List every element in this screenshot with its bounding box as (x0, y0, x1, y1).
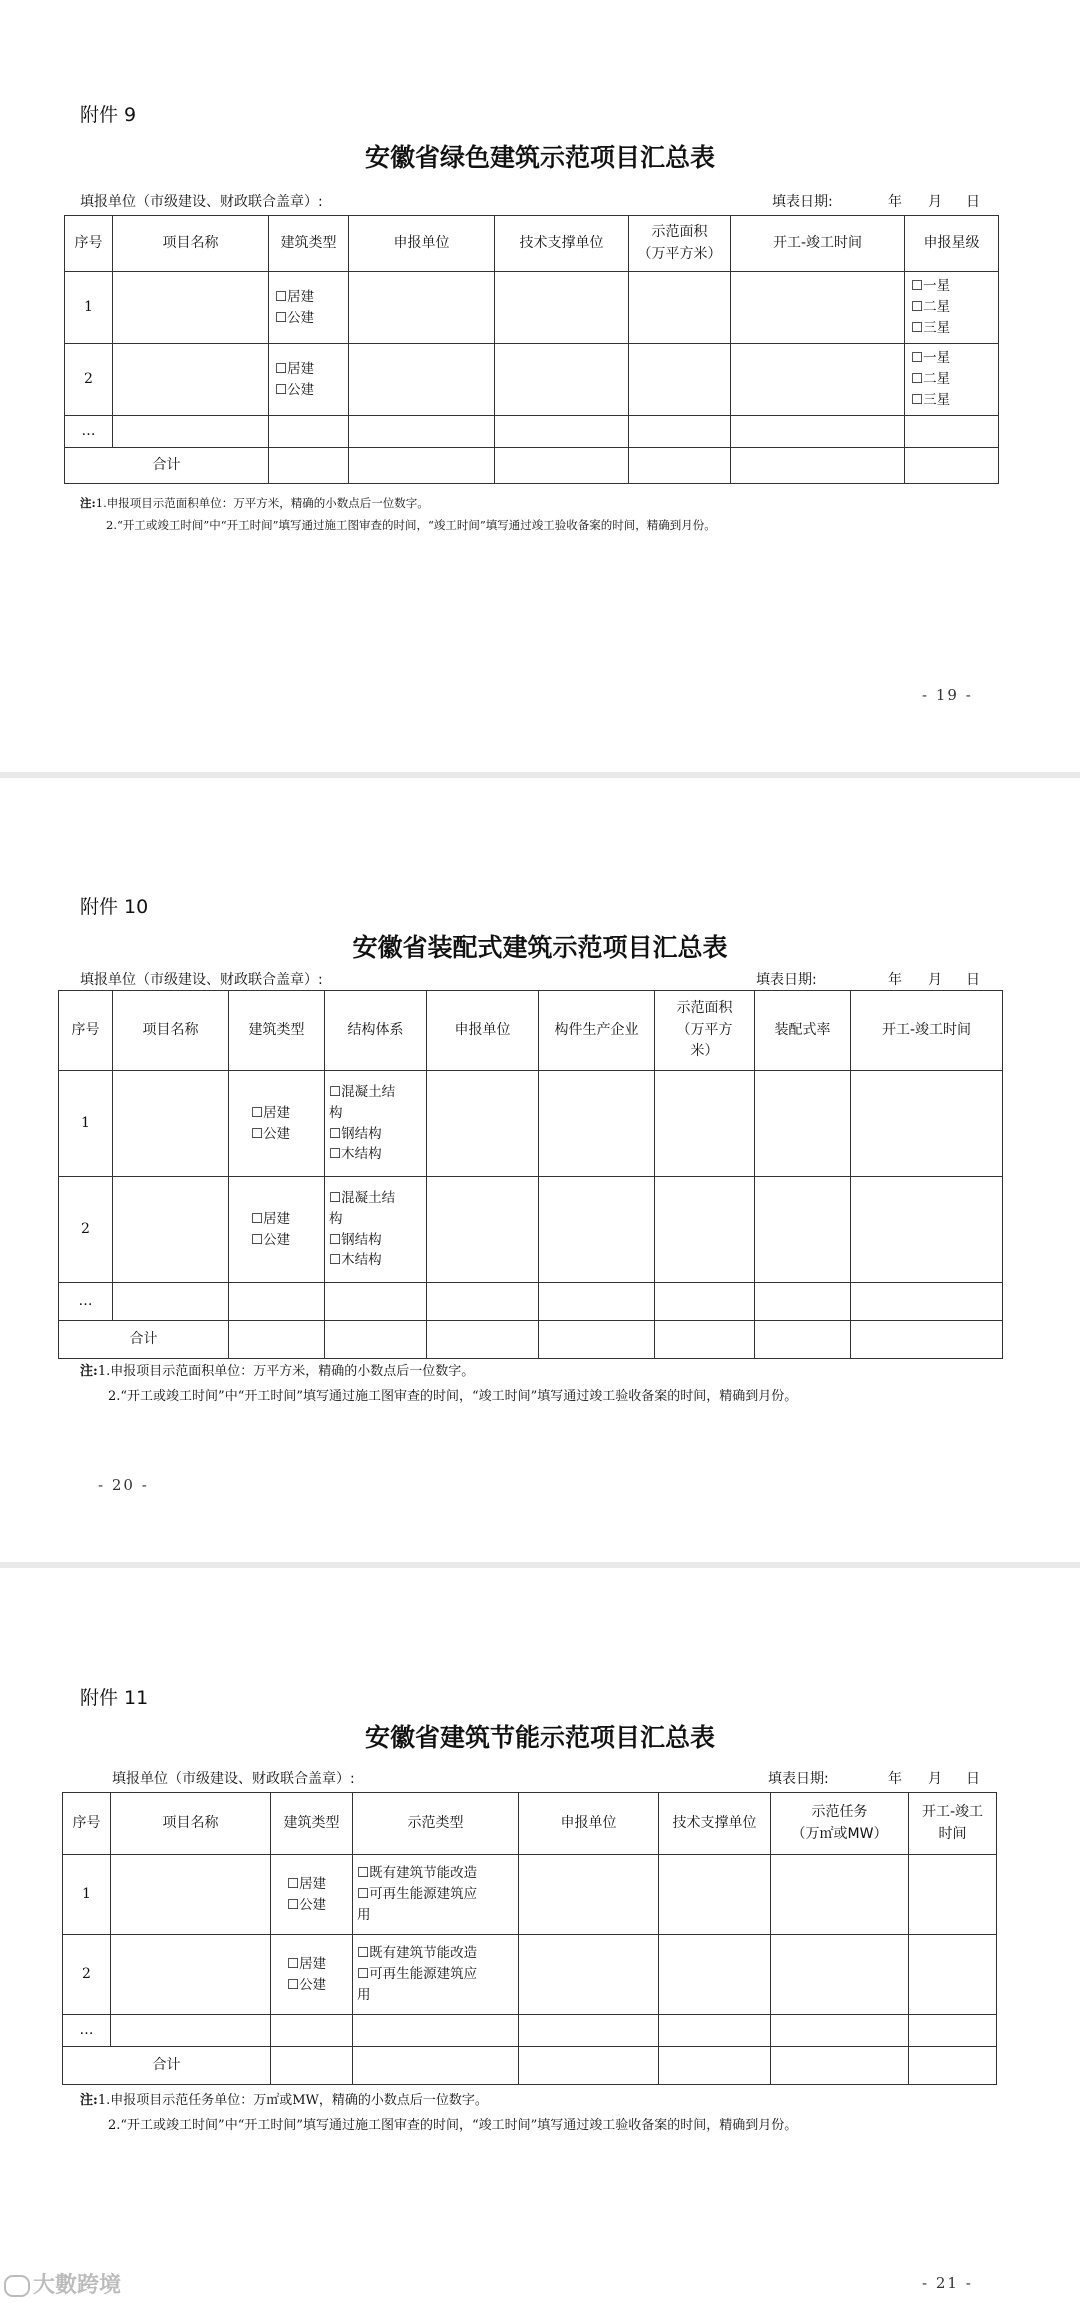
task-cell[interactable] (771, 2015, 909, 2047)
note-label: 注: (80, 496, 96, 510)
building-type-options[interactable]: ☐居建 ☐公建 (271, 1935, 353, 2015)
annex-label: 附件 10 (80, 896, 149, 918)
date-month: 月 (928, 194, 942, 210)
total-cell[interactable] (755, 1321, 851, 1359)
period-cell[interactable] (909, 2015, 997, 2047)
table-row (65, 272, 999, 344)
col-header: 示范任务 （万㎡或MW） (771, 1793, 909, 1855)
area-cell[interactable] (629, 416, 731, 448)
applicant-cell[interactable] (427, 1071, 539, 1177)
building-type-cell[interactable] (271, 2015, 353, 2047)
col-header: 技术支撑单位 (495, 216, 629, 272)
project-name-cell[interactable] (113, 1177, 229, 1283)
total-cell[interactable] (495, 448, 629, 484)
notes (80, 1359, 1000, 1410)
page-number: - 20 - (98, 1476, 149, 1494)
tech-support-cell[interactable] (659, 1855, 771, 1935)
row-number: 2 (63, 1935, 111, 2015)
table-row (59, 1071, 1003, 1177)
total-cell[interactable] (427, 1321, 539, 1359)
star-level-cell[interactable] (905, 416, 999, 448)
task-cell[interactable] (771, 1935, 909, 2015)
project-name-cell[interactable] (111, 1855, 271, 1935)
manufacturer-cell[interactable] (539, 1177, 655, 1283)
col-header: 技术支撑单位 (659, 1793, 771, 1855)
structure-cell[interactable] (325, 1283, 427, 1321)
col-header: 申报星级 (905, 216, 999, 272)
row-number: 1 (63, 1855, 111, 1935)
col-header: 开工-竣工 时间 (909, 1793, 997, 1855)
summary-table (62, 1792, 997, 2085)
note-1: 1.申报项目示范面积单位：万平方米，精确的小数点后一位数字。 (97, 1364, 475, 1379)
area-cell[interactable] (629, 344, 731, 416)
col-header: 序号 (59, 991, 113, 1071)
fill-date-label: 填表日期: (772, 194, 833, 210)
tech-support-cell[interactable] (495, 344, 629, 416)
tech-support-cell[interactable] (495, 416, 629, 448)
row-number: … (65, 416, 113, 448)
building-type-options[interactable]: ☐居建 ☐公建 (229, 1177, 325, 1283)
col-header: 建筑类型 (269, 216, 349, 272)
note-2: 2.“开工或竣工时间”中“开工时间”填写通过施工图审查的时间，“竣工时间”填写通过竣工验收备案的时间，精确到月份。 (106, 518, 716, 533)
prefab-rate-cell[interactable] (755, 1177, 851, 1283)
building-type-cell[interactable] (269, 416, 349, 448)
tech-support-cell[interactable] (659, 1935, 771, 2015)
structure-options[interactable]: ☐混凝土结 构 ☐钢结构 ☐木结构 (325, 1071, 427, 1177)
total-label: 合计 (65, 448, 269, 484)
project-name-cell[interactable] (113, 1283, 229, 1321)
note-label: 注: (80, 2093, 98, 2108)
note-2: 2.“开工或竣工时间”中“开工时间”填写通过施工图审查的时间，“竣工时间”填写通过竣工验收备案的时间，精确到月份。 (108, 2118, 798, 2134)
fill-date-label: 填表日期: (756, 972, 817, 988)
note-2: 2.“开工或竣工时间”中“开工时间”填写通过施工图审查的时间，“竣工时间”填写通过竣工验收备案的时间，精确到月份。 (108, 1389, 798, 1405)
col-header: 项目名称 (113, 991, 229, 1071)
applicant-cell[interactable] (349, 344, 495, 416)
tech-support-cell[interactable] (659, 2015, 771, 2047)
col-header: 示范面积 （万平方 米） (655, 991, 755, 1071)
period-cell[interactable] (909, 1855, 997, 1935)
applicant-cell[interactable] (349, 272, 495, 344)
star-level-options[interactable]: ☐一星 ☐二星 ☐三星 (905, 272, 999, 344)
col-header: 建筑类型 (271, 1793, 353, 1855)
watermark-text: 大數跨境 (33, 2273, 122, 2298)
period-cell[interactable] (731, 344, 905, 416)
col-header: 申报单位 (519, 1793, 659, 1855)
total-cell[interactable] (851, 1321, 1003, 1359)
fill-date-label: 填表日期: (768, 1771, 829, 1787)
date-year: 年 (888, 194, 902, 210)
col-header: 开工-竣工时间 (851, 991, 1003, 1071)
date-year: 年 (888, 972, 902, 988)
building-type-options[interactable]: ☐居建 ☐公建 (271, 1855, 353, 1935)
col-header: 申报单位 (349, 216, 495, 272)
col-header: 项目名称 (113, 216, 269, 272)
project-name-cell[interactable] (111, 1935, 271, 2015)
col-header: 申报单位 (427, 991, 539, 1071)
demo-type-cell[interactable] (353, 2015, 519, 2047)
page-title: 安徽省建筑节能示范项目汇总表 (364, 1723, 715, 1752)
building-type-options[interactable]: ☐居建 ☐公建 (229, 1071, 325, 1177)
row-number: … (59, 1283, 113, 1321)
notes (80, 492, 1000, 537)
manufacturer-cell[interactable] (539, 1283, 655, 1321)
page-title: 安徽省绿色建筑示范项目汇总表 (364, 143, 715, 172)
row-number: … (63, 2015, 111, 2047)
date-month: 月 (928, 972, 942, 988)
total-label: 合计 (63, 2047, 271, 2085)
period-cell[interactable] (851, 1071, 1003, 1177)
project-name-cell[interactable] (113, 1071, 229, 1177)
annex-label: 附件 9 (80, 104, 137, 126)
table-row (59, 1283, 1003, 1321)
applicant-cell[interactable] (427, 1177, 539, 1283)
page-21 (0, 1568, 1080, 2303)
total-row (59, 1321, 1003, 1359)
prefab-rate-cell[interactable] (755, 1283, 851, 1321)
total-cell[interactable] (771, 2047, 909, 2085)
applicant-cell[interactable] (519, 2015, 659, 2047)
total-cell[interactable] (269, 448, 349, 484)
table-row (63, 1935, 997, 2015)
period-cell[interactable] (909, 1935, 997, 2015)
date-month: 月 (928, 1771, 942, 1787)
col-header: 序号 (65, 216, 113, 272)
row-number: 2 (59, 1177, 113, 1283)
task-cell[interactable] (771, 1855, 909, 1935)
total-cell[interactable] (655, 1321, 755, 1359)
page-number: - 19 - (922, 686, 973, 704)
date-day: 日 (966, 972, 980, 988)
col-header: 装配式率 (755, 991, 851, 1071)
watermark (4, 2268, 121, 2299)
total-cell[interactable] (349, 448, 495, 484)
fill-unit-label: 填报单位（市级建设、财政联合盖章）: (80, 194, 323, 210)
col-header: 示范类型 (353, 1793, 519, 1855)
building-type-cell[interactable] (229, 1283, 325, 1321)
area-cell[interactable] (655, 1177, 755, 1283)
note-1: 1.申报项目示范面积单位：万平方米，精确的小数点后一位数字。 (95, 496, 429, 510)
total-cell[interactable] (905, 448, 999, 484)
period-cell[interactable] (731, 272, 905, 344)
page-number: - 21 - (922, 2274, 973, 2292)
row-number: 1 (65, 272, 113, 344)
tech-support-cell[interactable] (495, 272, 629, 344)
col-header: 开工-竣工时间 (731, 216, 905, 272)
col-header: 序号 (63, 1793, 111, 1855)
applicant-cell[interactable] (349, 416, 495, 448)
fill-unit-label: 填报单位（市级建设、财政联合盖章）: (112, 1771, 355, 1787)
note-label: 注: (80, 1364, 98, 1379)
star-level-options[interactable]: ☐一星 ☐二星 ☐三星 (905, 344, 999, 416)
date-day: 日 (966, 194, 980, 210)
total-cell[interactable] (519, 2047, 659, 2085)
applicant-cell[interactable] (427, 1283, 539, 1321)
table-row (63, 2015, 997, 2047)
table-row (59, 1177, 1003, 1283)
total-row (65, 448, 999, 484)
structure-options[interactable]: ☐混凝土结 构 ☐钢结构 ☐木结构 (325, 1177, 427, 1283)
project-name-cell[interactable] (111, 2015, 271, 2047)
applicant-cell[interactable] (519, 1855, 659, 1935)
total-cell[interactable] (731, 448, 905, 484)
period-cell[interactable] (851, 1177, 1003, 1283)
summary-table (58, 990, 1003, 1359)
date-day: 日 (966, 1771, 980, 1787)
table-row (65, 416, 999, 448)
total-cell[interactable] (659, 2047, 771, 2085)
total-label: 合计 (59, 1321, 229, 1359)
col-header: 构件生产企业 (539, 991, 655, 1071)
area-cell[interactable] (655, 1071, 755, 1177)
page-20 (0, 778, 1080, 1562)
note-1: 1.申报项目示范任务单位：万㎡或MW，精确的小数点后一位数字。 (97, 2093, 488, 2108)
date-year: 年 (888, 1771, 902, 1787)
total-cell[interactable] (325, 1321, 427, 1359)
project-name-cell[interactable] (113, 272, 269, 344)
col-header: 示范面积 （万平方米） (629, 216, 731, 272)
project-name-cell[interactable] (113, 416, 269, 448)
total-cell[interactable] (229, 1321, 325, 1359)
notes (80, 2088, 1000, 2139)
area-cell[interactable] (629, 272, 731, 344)
total-cell[interactable] (629, 448, 731, 484)
building-type-options[interactable]: ☐居建 ☐公建 (269, 344, 349, 416)
annex-label: 附件 11 (80, 1687, 149, 1709)
page-title: 安徽省装配式建筑示范项目汇总表 (352, 933, 728, 962)
col-header: 建筑类型 (229, 991, 325, 1071)
row-number: 2 (65, 344, 113, 416)
period-cell[interactable] (731, 416, 905, 448)
fill-unit-label: 填报单位（市级建设、财政联合盖章）: (80, 972, 323, 988)
watermark-logo-icon (4, 2275, 30, 2297)
demo-type-options[interactable]: ☐既有建筑节能改造 ☐可再生能源建筑应 用 (353, 1855, 519, 1935)
prefab-rate-cell[interactable] (755, 1071, 851, 1177)
applicant-cell[interactable] (519, 1935, 659, 2015)
table-row (65, 344, 999, 416)
total-cell[interactable] (271, 2047, 353, 2085)
total-cell[interactable] (353, 2047, 519, 2085)
table-row (63, 1855, 997, 1935)
total-cell[interactable] (539, 1321, 655, 1359)
project-name-cell[interactable] (113, 344, 269, 416)
col-header: 结构体系 (325, 991, 427, 1071)
building-type-options[interactable]: ☐居建 ☐公建 (269, 272, 349, 344)
total-cell[interactable] (909, 2047, 997, 2085)
total-row (63, 2047, 997, 2085)
page-19 (0, 0, 1080, 772)
demo-type-options[interactable]: ☐既有建筑节能改造 ☐可再生能源建筑应 用 (353, 1935, 519, 2015)
summary-table (64, 215, 999, 484)
area-cell[interactable] (655, 1283, 755, 1321)
col-header: 项目名称 (111, 1793, 271, 1855)
period-cell[interactable] (851, 1283, 1003, 1321)
row-number: 1 (59, 1071, 113, 1177)
manufacturer-cell[interactable] (539, 1071, 655, 1177)
